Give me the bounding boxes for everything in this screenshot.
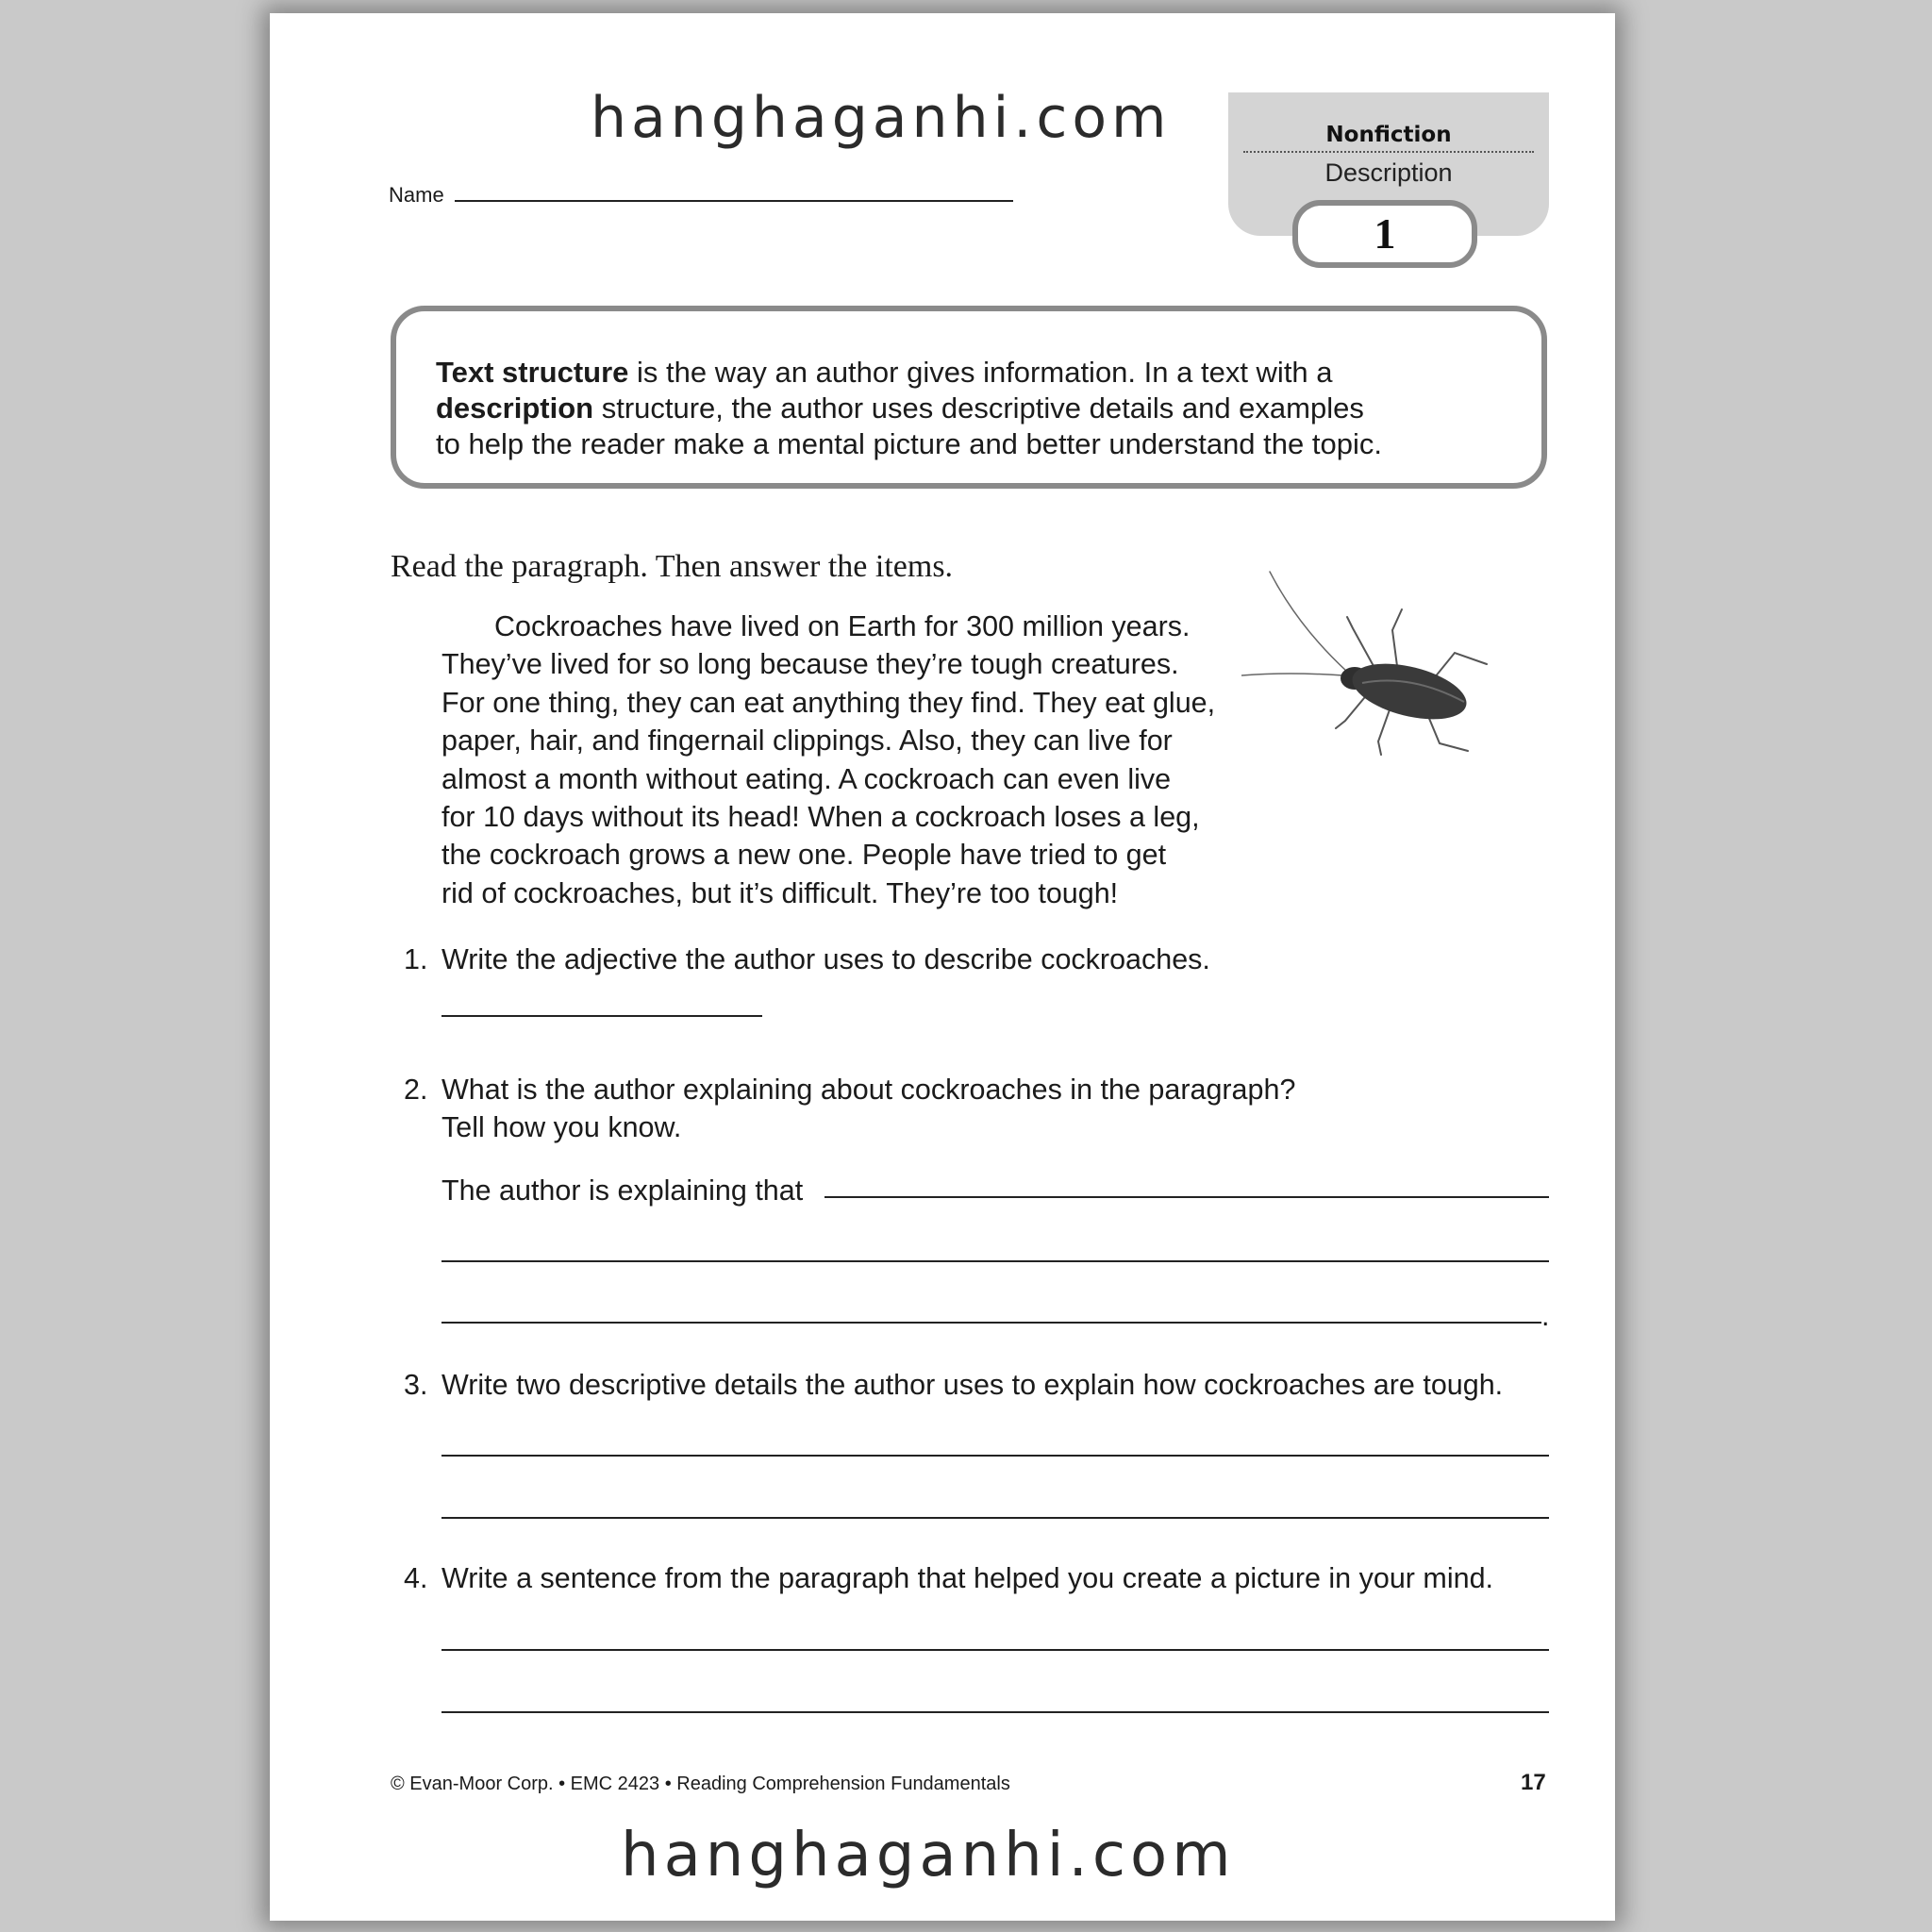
footer-credit: © Evan-Moor Corp. • EMC 2423 • Reading Comprehension Fundamentals bbox=[391, 1774, 1010, 1794]
question-1-number: 1. bbox=[404, 943, 428, 975]
cockroach-illustration bbox=[1241, 560, 1524, 787]
answer-line-3a[interactable] bbox=[441, 1455, 1549, 1457]
paragraph-line: rid of cockroaches, but it’s difficult. They’re too tough! bbox=[441, 876, 1119, 909]
instructions: Read the paragraph. Then answer the items. bbox=[391, 549, 954, 584]
paragraph-line: paper, hair, and fingernail clippings. Also, they can live for bbox=[441, 724, 1173, 758]
definition-line-2: structure, the author uses descriptive details and examples bbox=[593, 391, 1364, 425]
answer-line-2b[interactable] bbox=[441, 1260, 1549, 1262]
question-3-text: Write two descriptive details the author uses to explain how cockroaches are tough. bbox=[441, 1369, 1504, 1401]
question-3-number: 3. bbox=[404, 1369, 428, 1401]
question-4-text: Write a sentence from the paragraph that helped you create a picture in your mind. bbox=[441, 1562, 1494, 1594]
tab-divider bbox=[1243, 151, 1534, 153]
question-4-number: 4. bbox=[404, 1562, 428, 1594]
answer-end-period: . bbox=[1541, 1300, 1550, 1332]
definition-term-1: Text structure bbox=[436, 356, 629, 389]
paragraph-line: They’ve lived for so long because they’re tough creatures. bbox=[441, 648, 1179, 681]
question-2-text: What is the author explaining about cockroaches in the paragraph? bbox=[441, 1074, 1296, 1106]
answer-line-2c[interactable] bbox=[441, 1322, 1541, 1324]
watermark-top: hanghaganhi.com bbox=[591, 85, 1172, 151]
lesson-number-badge: 1 bbox=[1292, 200, 1477, 268]
name-label: Name bbox=[389, 183, 444, 207]
reading-paragraph bbox=[441, 608, 1272, 912]
watermark-bottom: hanghaganhi.com bbox=[621, 1821, 1236, 1890]
question-2-prompt: The author is explaining that bbox=[441, 1174, 804, 1207]
subcategory-label: Description bbox=[1324, 158, 1453, 187]
definition-term-2: description bbox=[436, 391, 594, 425]
answer-line-4a[interactable] bbox=[441, 1649, 1549, 1651]
answer-line-3b[interactable] bbox=[441, 1517, 1549, 1519]
cockroach-body bbox=[1347, 654, 1473, 729]
paragraph-line: almost a month without eating. A cockroach can even live bbox=[441, 762, 1172, 795]
question-2-number: 2. bbox=[404, 1074, 428, 1106]
answer-line-4b[interactable] bbox=[441, 1711, 1549, 1713]
category-label: Nonfiction bbox=[1325, 123, 1452, 147]
definition-line-1: is the way an author gives information. In a text with a bbox=[628, 356, 1333, 389]
page-number: 17 bbox=[1521, 1770, 1546, 1795]
definition-line-3: to help the reader make a mental picture and better understand the topic. bbox=[436, 427, 1382, 460]
paragraph-line: Cockroaches have lived on Earth for 300 million years. bbox=[494, 610, 1191, 642]
paragraph-line: for 10 days without its head! When a cockroach loses a leg, bbox=[441, 801, 1200, 834]
name-line[interactable] bbox=[455, 200, 1013, 202]
answer-line-2a[interactable] bbox=[824, 1196, 1549, 1198]
question-1-text: Write the adjective the author uses to describe cockroaches. bbox=[441, 943, 1210, 975]
worksheet-page bbox=[270, 13, 1615, 1921]
paragraph-line: the cockroach grows a new one. People have tried to get bbox=[441, 839, 1167, 872]
definition-text bbox=[436, 355, 1511, 462]
question-2-text-2: Tell how you know. bbox=[441, 1111, 682, 1143]
answer-line-1[interactable] bbox=[441, 1015, 762, 1017]
paragraph-line: For one thing, they can eat anything they find. They eat glue, bbox=[441, 686, 1216, 719]
